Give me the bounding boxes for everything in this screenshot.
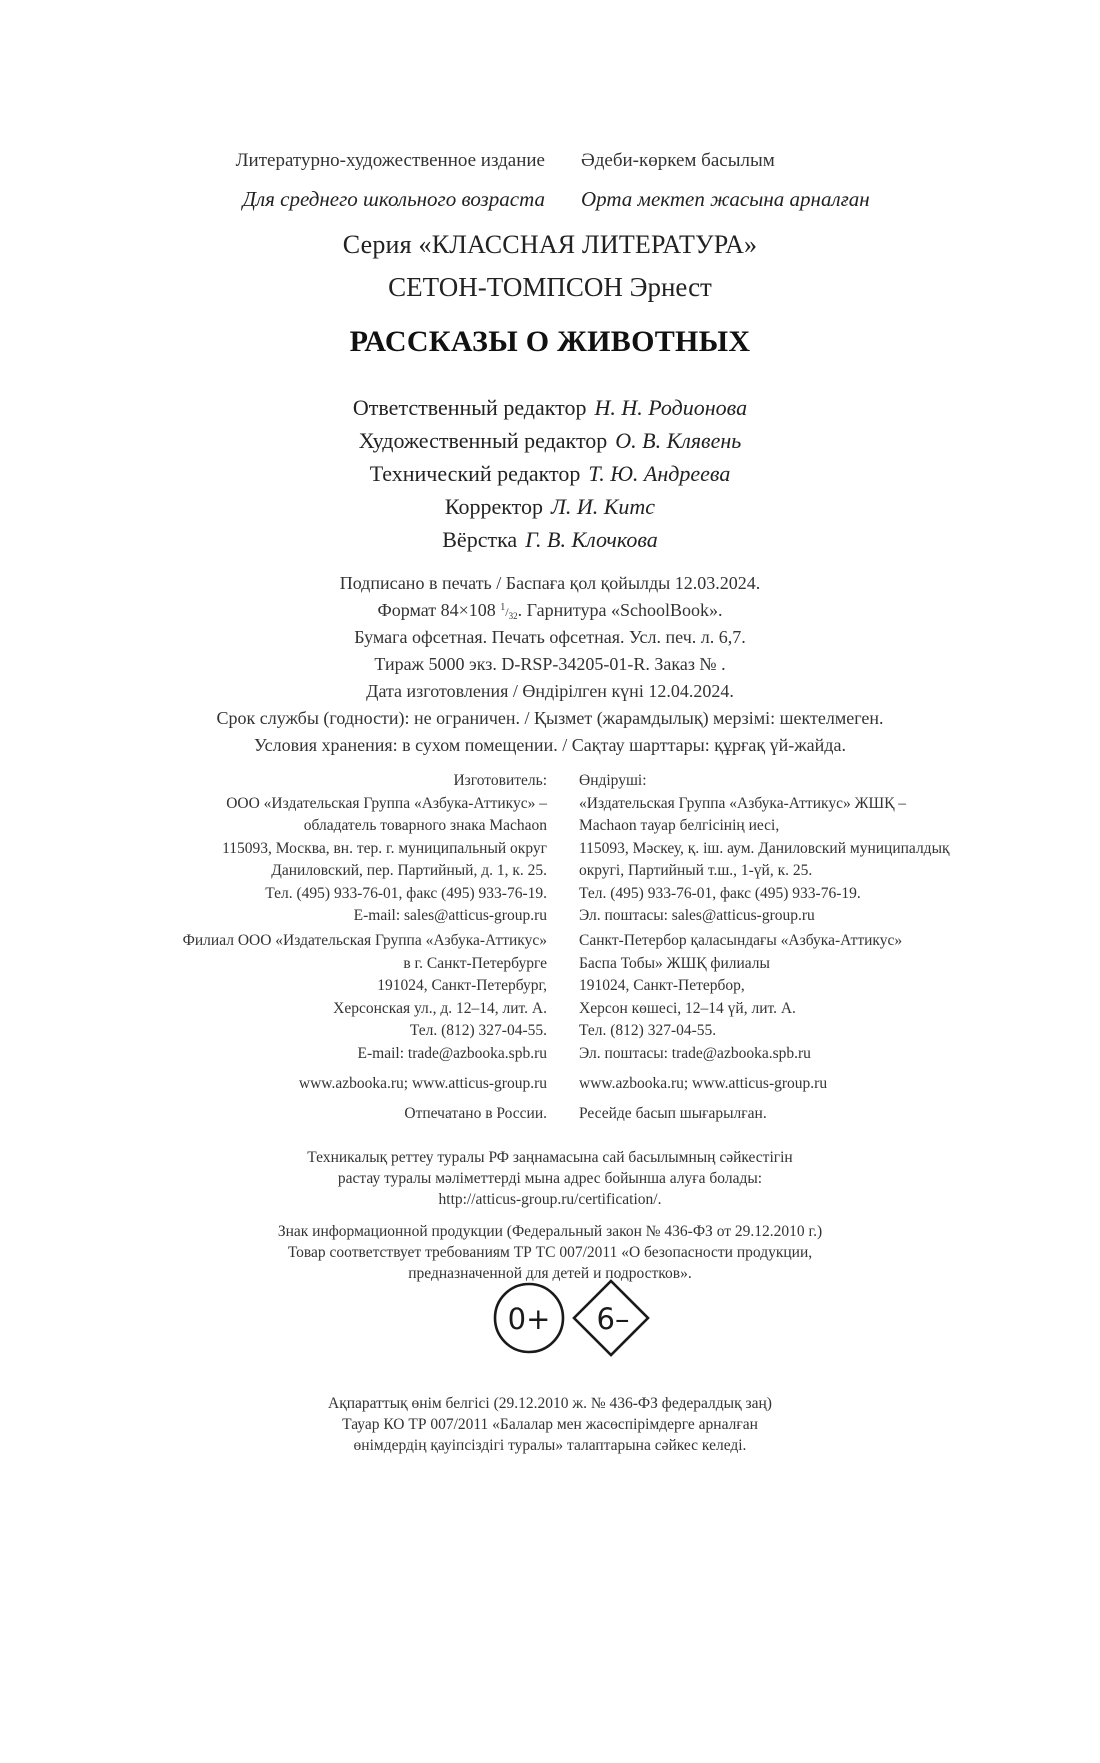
series-title: Серия «КЛАССНАЯ ЛИТЕРАТУРА» bbox=[342, 230, 758, 259]
credit-role: Корректор bbox=[444, 494, 543, 519]
format-denominator: 32 bbox=[508, 611, 518, 621]
branch-line: Филиал ООО «Издательская Группа «Азбука-Аттикус» bbox=[182, 932, 547, 949]
storage-conditions: Условия хранения: в сухом помещении. / Сақтау шарттары: құрғақ үй-жайда. bbox=[254, 735, 846, 755]
kz-mark-line: Тауар КО ТР 007/2011 «Балалар мен жасөспірімдерге арналған bbox=[342, 1416, 758, 1433]
branch-line: Тел. (812) 327-04-55. bbox=[409, 1022, 547, 1039]
branch-email: E-mail: trade@azbooka.spb.ru bbox=[357, 1044, 547, 1062]
credit-person: Т. Ю. Андреева bbox=[588, 461, 731, 486]
credit-row bbox=[0, 461, 1100, 494]
credits-list bbox=[0, 395, 1100, 560]
made-date: Дата изготовления / Өндірілген күні 12.04.2024. bbox=[366, 681, 734, 701]
printed-in-row bbox=[0, 1105, 1100, 1128]
websites-ru: www.azbooka.ru; www.atticus-group.ru bbox=[298, 1075, 547, 1092]
credit-person: Г. В. Клочкова bbox=[525, 527, 658, 552]
printed-in-kz: Ресейде басып шығарылған. bbox=[579, 1105, 767, 1122]
run-line: Тираж 5000 экз. D-RSP-34205-01-R. Заказ № . bbox=[374, 654, 726, 674]
format-line bbox=[0, 600, 1100, 627]
age-circle-icon bbox=[495, 1284, 563, 1352]
manufacturer-line: Machaon тауар белгісінің иесі, bbox=[579, 817, 780, 834]
websites-kz-cell bbox=[563, 1075, 1100, 1098]
certification-note bbox=[0, 1149, 1100, 1212]
websites-ru-cell bbox=[0, 1075, 563, 1098]
branch-kz bbox=[563, 932, 1100, 1067]
branch-ru bbox=[0, 932, 563, 1067]
service-life: Срок службы (годности): не ограничен. / Қызмет (жарамдылық) мерзімі: шектелмеген. bbox=[216, 708, 884, 728]
age-diamond-label: 6– bbox=[596, 1302, 630, 1336]
publication-type-row bbox=[0, 150, 1100, 172]
manufacturer-line: 115093, Мәскеу, қ. іш. аум. Даниловский муниципалдық bbox=[579, 839, 950, 857]
manufacturer-kz bbox=[563, 772, 1100, 930]
paper-line: Бумага офсетная. Печать офсетная. Усл. печ. л. 6,7. bbox=[354, 627, 746, 647]
age-circle-label: 0+ bbox=[507, 1302, 551, 1336]
manufacturer-line: обладатель товарного знака Machaon bbox=[303, 817, 547, 834]
websites-row bbox=[0, 1075, 1100, 1098]
publication-type-kz: Әдеби-көркем басылым bbox=[581, 150, 775, 171]
credit-person: О. В. Клявень bbox=[615, 428, 742, 453]
manufacturer-email: Эл. поштасы: sales@atticus-group.ru bbox=[579, 907, 815, 924]
info-mark-line: предназначенной для детей и подростков». bbox=[408, 1265, 692, 1282]
certification-line: растау туралы мәліметтерді мына адрес бойынша алуға болады: bbox=[337, 1170, 763, 1187]
age-group-row bbox=[0, 187, 1100, 212]
manufacturer-line: округі, Партийный т.ш., 1-үй, к. 25. bbox=[579, 862, 813, 879]
manufacturer-line: Тел. (495) 933-76-01, факс (495) 933-76-19. bbox=[579, 884, 861, 902]
age-group-ru: Для среднего школьного возраста bbox=[242, 187, 545, 211]
book-title: РАССКАЗЫ О ЖИВОТНЫХ bbox=[349, 325, 751, 358]
branch-line: в г. Санкт-Петербурге bbox=[403, 954, 547, 972]
manufacturer-line: 115093, Москва, вн. тер. г. муниципальный округ bbox=[222, 839, 547, 857]
manufacturer-line: «Издательская Группа «Азбука-Аттикус» ЖШҚ – bbox=[579, 794, 907, 812]
branch-block bbox=[0, 932, 1100, 1067]
format-fraction: $^1/_{32}$ bbox=[500, 602, 518, 621]
manufacturer-line: Тел. (495) 933-76-01, факс (495) 933-76-19. bbox=[265, 884, 547, 902]
manufacturer-email: E-mail: sales@atticus-group.ru bbox=[353, 907, 547, 924]
credit-row bbox=[0, 527, 1100, 560]
format-suffix: . Гарнитура «SchoolBook». bbox=[517, 600, 723, 620]
manufacturer-line: Даниловский, пер. Партийный, д. 1, к. 25. bbox=[271, 862, 547, 879]
branch-line: Херсонская ул., д. 12–14, лит. А. bbox=[333, 999, 547, 1017]
author-name: СЕТОН-ТОМПСОН Эрнест bbox=[388, 272, 712, 302]
printed-ru-cell bbox=[0, 1105, 563, 1128]
branch-email: Эл. поштасы: trade@azbooka.spb.ru bbox=[579, 1044, 811, 1062]
manufacturer-block bbox=[0, 772, 1100, 930]
branch-line: 191024, Санкт-Петербург, bbox=[377, 977, 547, 994]
certification-url: http://atticus-group.ru/certification/. bbox=[438, 1191, 662, 1208]
branch-line: Санкт-Петербор қаласындағы «Азбука-Аттикус» bbox=[579, 932, 903, 949]
kz-mark-line: өнімдердің қауіпсіздігі туралы» талаптарына сәйкес келеді. bbox=[353, 1437, 747, 1454]
format-numerator: 1 bbox=[500, 602, 506, 613]
kz-mark-line: Ақпараттық өнім белгісі (29.12.2010 ж. № 436-ФЗ федералдық заң) bbox=[328, 1395, 772, 1412]
credit-role: Вёрстка bbox=[442, 527, 518, 552]
websites-kz: www.azbooka.ru; www.atticus-group.ru bbox=[579, 1075, 828, 1092]
credit-role: Ответственный редактор bbox=[352, 395, 587, 420]
credit-person: Н. Н. Родионова bbox=[594, 395, 748, 420]
age-marks bbox=[461, 1278, 661, 1358]
kz-info-mark-note bbox=[0, 1395, 1100, 1458]
credit-row bbox=[0, 395, 1100, 428]
manufacturer-line: Өндіруші: bbox=[579, 772, 647, 789]
printed-kz-cell bbox=[563, 1105, 1100, 1128]
branch-line: Херсон көшесі, 12–14 үй, лит. А. bbox=[579, 999, 796, 1017]
credit-row bbox=[0, 428, 1100, 461]
format-prefix: Формат 84×108 bbox=[377, 600, 501, 620]
info-mark-note bbox=[0, 1223, 1100, 1286]
credit-person: Л. И. Китс bbox=[551, 494, 656, 519]
manufacturer-ru bbox=[0, 772, 563, 930]
age-diamond-icon bbox=[574, 1281, 648, 1355]
credit-role: Художественный редактор bbox=[358, 428, 608, 453]
imprint-block bbox=[0, 573, 1100, 762]
branch-line: Тел. (812) 327-04-55. bbox=[579, 1022, 717, 1039]
publication-type-ru: Литературно-художественное издание bbox=[235, 150, 545, 171]
info-mark-line: Товар соответствует требованиям ТР ТС 007/2011 «О безопасности продукции, bbox=[287, 1244, 813, 1261]
branch-line: Баспа Тобы» ЖШҚ филиалы bbox=[579, 954, 770, 972]
age-group-kz: Орта мектеп жасына арналған bbox=[581, 187, 870, 211]
signed-date: Подписано в печать / Баспаға қол қойылды 12.03.2024. bbox=[339, 573, 761, 593]
branch-line: 191024, Санкт-Петербор, bbox=[579, 977, 745, 994]
manufacturer-line: Изготовитель: bbox=[453, 772, 547, 789]
certification-line: Техникалық реттеу туралы РФ заңнамасына сай басылымның сәйкестігін bbox=[307, 1149, 793, 1166]
printed-in-ru: Отпечатано в России. bbox=[404, 1105, 547, 1122]
credit-row bbox=[0, 494, 1100, 527]
info-mark-line: Знак информационной продукции (Федеральный закон № 436-ФЗ от 29.12.2010 г.) bbox=[277, 1223, 823, 1240]
credit-role: Технический редактор bbox=[369, 461, 581, 486]
manufacturer-line: ООО «Издательская Группа «Азбука-Аттикус» – bbox=[226, 794, 547, 812]
